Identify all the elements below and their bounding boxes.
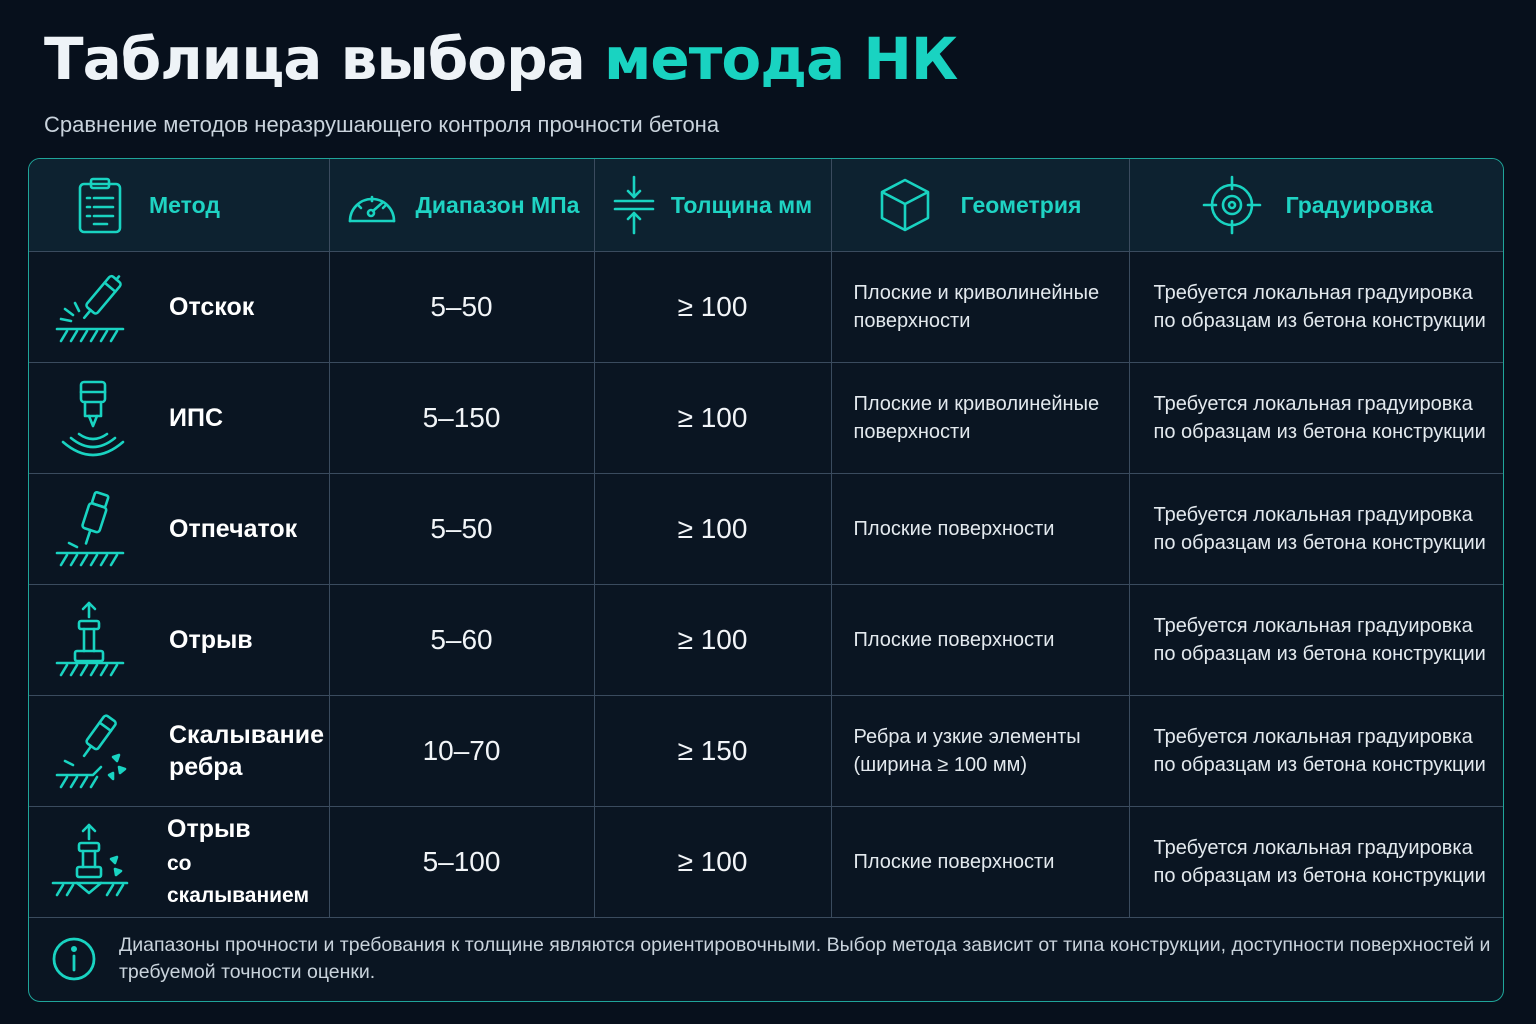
geometry-cell: Плоские поверхности — [831, 585, 1129, 696]
method-name: Отрыв — [169, 625, 253, 654]
method-table-panel — [28, 158, 1504, 1002]
header-method — [29, 159, 329, 252]
table-row — [29, 585, 1504, 696]
thickness-cell: ≥ 100 — [594, 252, 831, 363]
method-table — [29, 159, 1504, 918]
calibration-cell: Требуется локальная градуировка по образцам из бетона конструкции — [1129, 252, 1504, 363]
imprint-tool-icon — [53, 489, 133, 569]
page-title — [44, 25, 958, 93]
title-main: Таблица выбора — [44, 25, 604, 93]
range-cell: 5–100 — [329, 807, 594, 918]
rebound-hammer-icon — [53, 269, 133, 345]
thickness-cell: ≥ 150 — [594, 696, 831, 807]
geometry-cell: Плоские поверхности — [831, 474, 1129, 585]
range-cell: 5–50 — [329, 474, 594, 585]
range-cell: 5–150 — [329, 363, 594, 474]
calibration-cell: Требуется локальная градуировка по образцам из бетона конструкции — [1129, 363, 1504, 474]
method-name-line2: со скалыванием — [167, 851, 309, 908]
header-calibration — [1129, 159, 1504, 252]
thickness-cell: ≥ 100 — [594, 807, 831, 918]
calibration-cell: Требуется локальная градуировка по образцам из бетона конструкции — [1129, 696, 1504, 807]
range-cell: 10–70 — [329, 696, 594, 807]
method-cell — [29, 363, 329, 474]
thickness-cell: ≥ 100 — [594, 585, 831, 696]
header-range — [329, 159, 594, 252]
table-header-row — [29, 159, 1504, 252]
header-geometry-label: Геометрия — [960, 191, 1082, 218]
table-row — [29, 696, 1504, 807]
impulse-device-icon — [53, 378, 133, 458]
method-name-line2: ребра — [169, 753, 243, 781]
method-name: Отскок — [169, 292, 255, 321]
footer-note-text: Диапазоны прочности и требования к толщине являются ориентировочными. Выбор метода зависит от типа конструкции, доступности поверхностей и требуемой точности оценки. — [119, 933, 1491, 983]
method-name: Отпечаток — [169, 514, 298, 543]
target-icon — [1202, 175, 1262, 235]
title-accent: метода НК — [604, 25, 958, 93]
geometry-cell: Плоские и криволинейные поверхности — [831, 252, 1129, 363]
method-name-line1: Скалывание — [169, 720, 325, 749]
calibration-cell: Требуется локальная градуировка по образцам из бетона конструкции — [1129, 807, 1504, 918]
calibration-cell: Требуется локальная градуировка по образцам из бетона конструкции — [1129, 585, 1504, 696]
cube-icon — [879, 177, 931, 233]
geometry-cell: Плоские поверхности — [831, 807, 1129, 918]
header-thickness-label: Толщина мм — [670, 191, 813, 218]
pull-off-icon — [53, 599, 133, 681]
method-cell — [29, 474, 329, 585]
pull-off-chipping-icon — [49, 821, 133, 903]
header-geometry — [831, 159, 1129, 252]
method-name — [169, 719, 324, 784]
header-method-label: Метод — [149, 191, 220, 218]
gauge-icon — [344, 183, 400, 227]
method-name: ИПС — [169, 403, 223, 432]
method-name — [167, 813, 329, 911]
table-row — [29, 474, 1504, 585]
info-icon — [51, 936, 97, 982]
header-range-label: Диапазон МПа — [415, 191, 580, 218]
method-name-line1: Отрыв — [167, 815, 251, 844]
thickness-cell: ≥ 100 — [594, 474, 831, 585]
geometry-cell: Плоские и криволинейные поверхности — [831, 363, 1129, 474]
header-calibration-label: Градуировка — [1285, 191, 1433, 218]
table-row — [29, 363, 1504, 474]
thickness-cell: ≥ 100 — [594, 363, 831, 474]
clipboard-icon — [77, 176, 123, 234]
geometry-cell: Ребра и узкие элементы (ширина ≥ 100 мм) — [831, 696, 1129, 807]
range-cell: 5–50 — [329, 252, 594, 363]
method-cell — [29, 807, 329, 918]
footer-note — [29, 916, 1503, 1002]
header-thickness — [594, 159, 831, 252]
calibration-cell: Требуется локальная градуировка по образцам из бетона конструкции — [1129, 474, 1504, 585]
method-cell — [29, 585, 329, 696]
thickness-arrows-icon — [613, 175, 655, 235]
table-row — [29, 252, 1504, 363]
method-cell — [29, 252, 329, 363]
range-cell: 5–60 — [329, 585, 594, 696]
table-row — [29, 807, 1504, 918]
page-subtitle: Сравнение методов неразрушающего контроля прочности бетона — [44, 112, 720, 137]
method-cell — [29, 696, 329, 807]
edge-chipping-icon — [53, 711, 133, 791]
